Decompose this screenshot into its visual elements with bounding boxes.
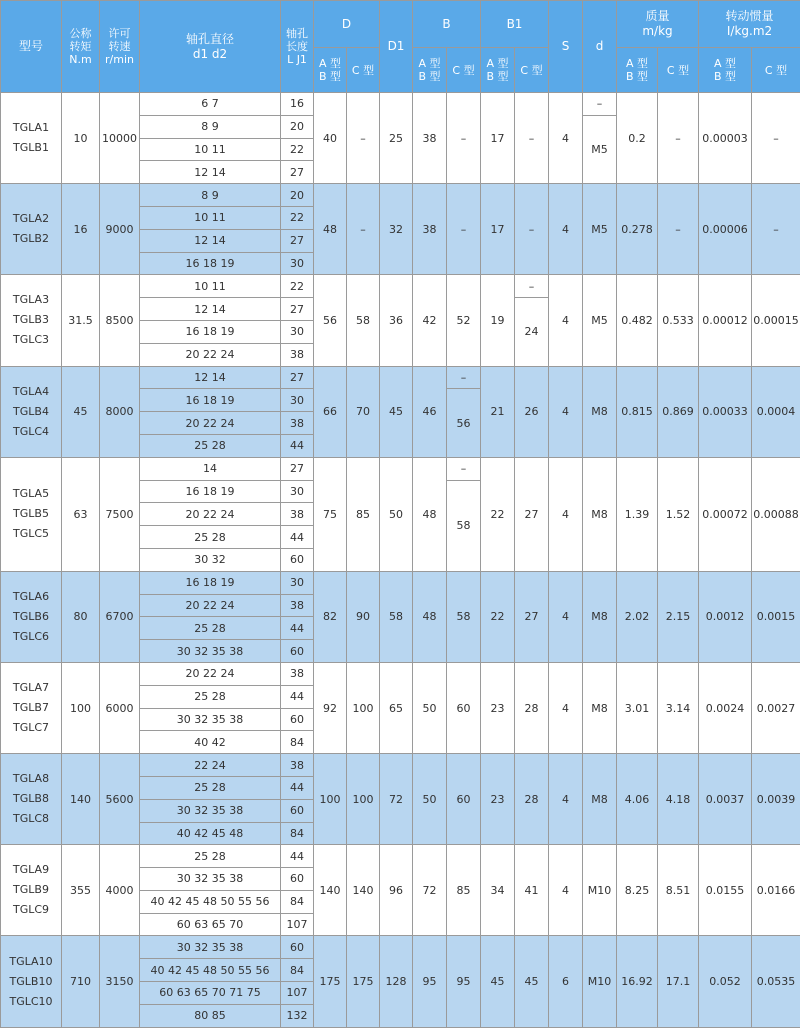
model-cell: TGLA10 TGLB10 TGLC10: [1, 936, 62, 1027]
B-c-bottom: 58: [447, 480, 481, 571]
D1-cell: 65: [380, 662, 413, 753]
B1-ab-cell: 45: [481, 936, 515, 1027]
header-bore: 轴孔直径 d1 d2: [140, 1, 281, 93]
length-cell: 22: [281, 206, 314, 229]
torque-cell: 355: [62, 845, 100, 936]
model-cell: TGLA9 TGLB9 TGLC9: [1, 845, 62, 936]
D-ab-cell: 40: [314, 93, 347, 184]
bore-cell: 16 18 19: [140, 389, 281, 412]
subheader-B-ab: A 型 B 型: [413, 48, 447, 93]
mass-c-cell: 4.18: [658, 754, 699, 845]
B-c: 95: [447, 936, 481, 1027]
D1-cell: 50: [380, 457, 413, 571]
length-cell: 30: [281, 571, 314, 594]
subheader-B1-ab: A 型 B 型: [481, 48, 515, 93]
D1-cell: 32: [380, 184, 413, 275]
length-cell: 30: [281, 252, 314, 275]
d: M8: [583, 366, 617, 457]
B-c: 60: [447, 662, 481, 753]
D-c-cell: 85: [347, 457, 380, 571]
length-cell: 20: [281, 184, 314, 207]
D-c-cell: 90: [347, 571, 380, 662]
B1-ab-cell: 22: [481, 571, 515, 662]
B1-c: –: [515, 93, 549, 184]
D-ab-cell: 175: [314, 936, 347, 1027]
model-cell: TGLA2 TGLB2: [1, 184, 62, 275]
bore-cell: 20 22 24: [140, 662, 281, 685]
subheader-inertia-c: C 型: [752, 48, 800, 93]
B-ab-cell: 50: [413, 662, 447, 753]
table-row: [1, 845, 800, 868]
length-cell: 44: [281, 685, 314, 708]
bore-cell: 20 22 24: [140, 594, 281, 617]
bore-cell: 25 28: [140, 617, 281, 640]
subheader-mass-c: C 型: [658, 48, 699, 93]
bore-cell: 8 9: [140, 115, 281, 138]
bore-cell: 30 32 35 38: [140, 708, 281, 731]
D-c-cell: 140: [347, 845, 380, 936]
d-top: –: [583, 93, 617, 116]
D1-cell: 72: [380, 754, 413, 845]
length-cell: 27: [281, 298, 314, 321]
S-cell: 4: [549, 93, 583, 184]
length-cell: 27: [281, 229, 314, 252]
model-cell: TGLA7 TGLB7 TGLC7: [1, 662, 62, 753]
length-cell: 84: [281, 890, 314, 913]
length-cell: 60: [281, 868, 314, 891]
speed-cell: 9000: [100, 184, 140, 275]
D-ab-cell: 56: [314, 275, 347, 366]
speed-cell: 3150: [100, 936, 140, 1027]
D1-cell: 45: [380, 366, 413, 457]
B-ab-cell: 48: [413, 571, 447, 662]
subheader-B1-c: C 型: [515, 48, 549, 93]
B1-c-bottom: 24: [515, 298, 549, 366]
model-cell: TGLA6 TGLB6 TGLC6: [1, 571, 62, 662]
S-cell: 4: [549, 457, 583, 571]
mass-ab-cell: 4.06: [617, 754, 658, 845]
bore-cell: 30 32 35 38: [140, 640, 281, 663]
B-ab-cell: 72: [413, 845, 447, 936]
inertia-ab-cell: 0.00006: [699, 184, 752, 275]
length-cell: 27: [281, 366, 314, 389]
bore-cell: 20 22 24: [140, 343, 281, 366]
mass-ab-cell: 2.02: [617, 571, 658, 662]
model-cell: TGLA5 TGLB5 TGLC5: [1, 457, 62, 571]
d-bottom: M5: [583, 115, 617, 183]
d: M8: [583, 754, 617, 845]
length-cell: 38: [281, 503, 314, 526]
mass-c-cell: 1.52: [658, 457, 699, 571]
S-cell: 4: [549, 754, 583, 845]
B-ab-cell: 42: [413, 275, 447, 366]
D-c-cell: –: [347, 93, 380, 184]
length-cell: 38: [281, 662, 314, 685]
d: M5: [583, 275, 617, 366]
table-row: [1, 457, 800, 480]
B-c: –: [447, 184, 481, 275]
length-cell: 38: [281, 594, 314, 617]
length-cell: 107: [281, 982, 314, 1005]
D-ab-cell: 140: [314, 845, 347, 936]
length-cell: 16: [281, 93, 314, 116]
subheader-D-c: C 型: [347, 48, 380, 93]
B1-c: 41: [515, 845, 549, 936]
header-speed: 许可 转速 r/min: [100, 1, 140, 93]
B1-ab-cell: 23: [481, 662, 515, 753]
subheader-D-ab: A 型 B 型: [314, 48, 347, 93]
B1-c: 27: [515, 571, 549, 662]
speed-cell: 8000: [100, 366, 140, 457]
B-ab-cell: 95: [413, 936, 447, 1027]
header-inertia: 转动惯量 I/kg.m2: [699, 1, 800, 48]
B1-ab-cell: 17: [481, 184, 515, 275]
D-c-cell: –: [347, 184, 380, 275]
torque-cell: 140: [62, 754, 100, 845]
B1-c-top: –: [515, 275, 549, 298]
header-torque: 公称 转矩 N.m: [62, 1, 100, 93]
bore-cell: 22 24: [140, 754, 281, 777]
d: M8: [583, 457, 617, 571]
speed-cell: 5600: [100, 754, 140, 845]
D1-cell: 128: [380, 936, 413, 1027]
inertia-c-cell: 0.00015: [752, 275, 800, 366]
length-cell: 30: [281, 320, 314, 343]
S-cell: 4: [549, 366, 583, 457]
bore-cell: 60 63 65 70: [140, 913, 281, 936]
bore-cell: 40 42 45 48 50 55 56: [140, 890, 281, 913]
table-row: [1, 754, 800, 777]
D-c-cell: 70: [347, 366, 380, 457]
inertia-c-cell: 0.0166: [752, 845, 800, 936]
inertia-ab-cell: 0.00033: [699, 366, 752, 457]
B-ab-cell: 38: [413, 184, 447, 275]
table-row: [1, 662, 800, 685]
D-ab-cell: 100: [314, 754, 347, 845]
bore-cell: 16 18 19: [140, 480, 281, 503]
inertia-c-cell: –: [752, 184, 800, 275]
mass-ab-cell: 0.815: [617, 366, 658, 457]
mass-c-cell: 2.15: [658, 571, 699, 662]
length-cell: 27: [281, 457, 314, 480]
length-cell: 27: [281, 161, 314, 184]
mass-c-cell: –: [658, 184, 699, 275]
torque-cell: 80: [62, 571, 100, 662]
speed-cell: 7500: [100, 457, 140, 571]
bore-cell: 30 32 35 38: [140, 868, 281, 891]
B1-ab-cell: 21: [481, 366, 515, 457]
inertia-c-cell: 0.0535: [752, 936, 800, 1027]
length-cell: 60: [281, 799, 314, 822]
bore-cell: 12 14: [140, 229, 281, 252]
table-row: [1, 936, 800, 959]
D-ab-cell: 48: [314, 184, 347, 275]
D-ab-cell: 82: [314, 571, 347, 662]
B-c: 58: [447, 571, 481, 662]
bore-cell: 14: [140, 457, 281, 480]
model-cell: TGLA3 TGLB3 TGLC3: [1, 275, 62, 366]
mass-c-cell: 17.1: [658, 936, 699, 1027]
table-row: [1, 275, 800, 298]
header-B: B: [413, 1, 481, 48]
length-cell: 22: [281, 275, 314, 298]
table-row: [1, 184, 800, 207]
B-ab-cell: 50: [413, 754, 447, 845]
inertia-c-cell: 0.0015: [752, 571, 800, 662]
B-ab-cell: 46: [413, 366, 447, 457]
length-cell: 60: [281, 936, 314, 959]
B1-ab-cell: 19: [481, 275, 515, 366]
bore-cell: 10 11: [140, 275, 281, 298]
B-ab-cell: 48: [413, 457, 447, 571]
length-cell: 38: [281, 412, 314, 435]
B-ab-cell: 38: [413, 93, 447, 184]
length-cell: 84: [281, 822, 314, 845]
mass-c-cell: 3.14: [658, 662, 699, 753]
B-c: 52: [447, 275, 481, 366]
torque-cell: 45: [62, 366, 100, 457]
header-S: S: [549, 1, 583, 93]
bore-cell: 12 14: [140, 161, 281, 184]
bore-cell: 20 22 24: [140, 412, 281, 435]
B1-c: 45: [515, 936, 549, 1027]
mass-ab-cell: 8.25: [617, 845, 658, 936]
subheader-mass-ab: A 型 B 型: [617, 48, 658, 93]
mass-c-cell: 0.869: [658, 366, 699, 457]
inertia-ab-cell: 0.00003: [699, 93, 752, 184]
D1-cell: 36: [380, 275, 413, 366]
bore-cell: 12 14: [140, 366, 281, 389]
d: M10: [583, 845, 617, 936]
inertia-ab-cell: 0.0012: [699, 571, 752, 662]
B-c-bottom: 56: [447, 389, 481, 457]
speed-cell: 6000: [100, 662, 140, 753]
inertia-c-cell: 0.00088: [752, 457, 800, 571]
B-c: 60: [447, 754, 481, 845]
length-cell: 30: [281, 480, 314, 503]
mass-ab-cell: 3.01: [617, 662, 658, 753]
torque-cell: 710: [62, 936, 100, 1027]
bore-cell: 40 42 45 48: [140, 822, 281, 845]
bore-cell: 25 28: [140, 845, 281, 868]
B1-c: 28: [515, 662, 549, 753]
D-ab-cell: 92: [314, 662, 347, 753]
bore-cell: 8 9: [140, 184, 281, 207]
length-cell: 44: [281, 776, 314, 799]
mass-c-cell: 0.533: [658, 275, 699, 366]
d: M8: [583, 662, 617, 753]
subheader-B-c: C 型: [447, 48, 481, 93]
d: M10: [583, 936, 617, 1027]
header-mass: 质量 m/kg: [617, 1, 699, 48]
speed-cell: 6700: [100, 571, 140, 662]
torque-cell: 63: [62, 457, 100, 571]
inertia-ab-cell: 0.00012: [699, 275, 752, 366]
bore-cell: 30 32 35 38: [140, 799, 281, 822]
torque-cell: 10: [62, 93, 100, 184]
mass-ab-cell: 16.92: [617, 936, 658, 1027]
bore-cell: 40 42 45 48 50 55 56: [140, 959, 281, 982]
D1-cell: 96: [380, 845, 413, 936]
bore-cell: 16 18 19: [140, 320, 281, 343]
B1-c: –: [515, 184, 549, 275]
header-B1: B1: [481, 1, 549, 48]
S-cell: 4: [549, 184, 583, 275]
B1-c: 26: [515, 366, 549, 457]
table-row: [1, 93, 800, 116]
mass-c-cell: 8.51: [658, 845, 699, 936]
speed-cell: 10000: [100, 93, 140, 184]
B1-ab-cell: 17: [481, 93, 515, 184]
header-length: 轴孔 长度 L J1: [281, 1, 314, 93]
subheader-inertia-ab: A 型 B 型: [699, 48, 752, 93]
header-model: 型号: [1, 1, 62, 93]
torque-cell: 16: [62, 184, 100, 275]
D-ab-cell: 66: [314, 366, 347, 457]
inertia-ab-cell: 0.0037: [699, 754, 752, 845]
S-cell: 6: [549, 936, 583, 1027]
inertia-c-cell: 0.0027: [752, 662, 800, 753]
length-cell: 60: [281, 708, 314, 731]
length-cell: 38: [281, 343, 314, 366]
B-c-top: –: [447, 366, 481, 389]
speed-cell: 4000: [100, 845, 140, 936]
bore-cell: 80 85: [140, 1004, 281, 1027]
bore-cell: 20 22 24: [140, 503, 281, 526]
d: M5: [583, 184, 617, 275]
length-cell: 44: [281, 845, 314, 868]
model-cell: TGLA1 TGLB1: [1, 93, 62, 184]
length-cell: 132: [281, 1004, 314, 1027]
length-cell: 44: [281, 434, 314, 457]
header-d: d: [583, 1, 617, 93]
length-cell: 22: [281, 138, 314, 161]
D1-cell: 58: [380, 571, 413, 662]
D-c-cell: 58: [347, 275, 380, 366]
bore-cell: 25 28: [140, 434, 281, 457]
mass-ab-cell: 0.2: [617, 93, 658, 184]
S-cell: 4: [549, 845, 583, 936]
model-cell: TGLA4 TGLB4 TGLC4: [1, 366, 62, 457]
bore-cell: 25 28: [140, 685, 281, 708]
B1-ab-cell: 34: [481, 845, 515, 936]
inertia-c-cell: 0.0004: [752, 366, 800, 457]
inertia-c-cell: –: [752, 93, 800, 184]
D-c-cell: 100: [347, 662, 380, 753]
length-cell: 84: [281, 731, 314, 754]
S-cell: 4: [549, 662, 583, 753]
B-c: –: [447, 93, 481, 184]
inertia-ab-cell: 0.0024: [699, 662, 752, 753]
B1-c: 28: [515, 754, 549, 845]
speed-cell: 8500: [100, 275, 140, 366]
length-cell: 44: [281, 617, 314, 640]
D1-cell: 25: [380, 93, 413, 184]
d: M8: [583, 571, 617, 662]
bore-cell: 10 11: [140, 206, 281, 229]
length-cell: 107: [281, 913, 314, 936]
bore-cell: 60 63 65 70 71 75: [140, 982, 281, 1005]
length-cell: 84: [281, 959, 314, 982]
D-c-cell: 100: [347, 754, 380, 845]
length-cell: 38: [281, 754, 314, 777]
bore-cell: 25 28: [140, 776, 281, 799]
mass-c-cell: –: [658, 93, 699, 184]
bore-cell: 16 18 19: [140, 571, 281, 594]
D-c-cell: 175: [347, 936, 380, 1027]
header-D: D: [314, 1, 380, 48]
S-cell: 4: [549, 275, 583, 366]
length-cell: 60: [281, 640, 314, 663]
inertia-ab-cell: 0.00072: [699, 457, 752, 571]
B1-c: 27: [515, 457, 549, 571]
bore-cell: 10 11: [140, 138, 281, 161]
S-cell: 4: [549, 571, 583, 662]
B1-ab-cell: 22: [481, 457, 515, 571]
inertia-ab-cell: 0.0155: [699, 845, 752, 936]
B1-ab-cell: 23: [481, 754, 515, 845]
mass-ab-cell: 0.482: [617, 275, 658, 366]
length-cell: 30: [281, 389, 314, 412]
mass-ab-cell: 0.278: [617, 184, 658, 275]
bore-cell: 12 14: [140, 298, 281, 321]
inertia-c-cell: 0.0039: [752, 754, 800, 845]
bore-cell: 30 32 35 38: [140, 936, 281, 959]
bore-cell: 40 42: [140, 731, 281, 754]
torque-cell: 100: [62, 662, 100, 753]
inertia-ab-cell: 0.052: [699, 936, 752, 1027]
header-D1: D1: [380, 1, 413, 93]
model-cell: TGLA8 TGLB8 TGLC8: [1, 754, 62, 845]
torque-cell: 31.5: [62, 275, 100, 366]
mass-ab-cell: 1.39: [617, 457, 658, 571]
table-row: [1, 366, 800, 389]
bore-cell: 25 28: [140, 526, 281, 549]
length-cell: 44: [281, 526, 314, 549]
bore-cell: 6 7: [140, 93, 281, 116]
bore-cell: 16 18 19: [140, 252, 281, 275]
B-c: 85: [447, 845, 481, 936]
B-c-top: –: [447, 457, 481, 480]
D-ab-cell: 75: [314, 457, 347, 571]
length-cell: 20: [281, 115, 314, 138]
table-row: [1, 571, 800, 594]
length-cell: 60: [281, 548, 314, 571]
bore-cell: 30 32: [140, 548, 281, 571]
